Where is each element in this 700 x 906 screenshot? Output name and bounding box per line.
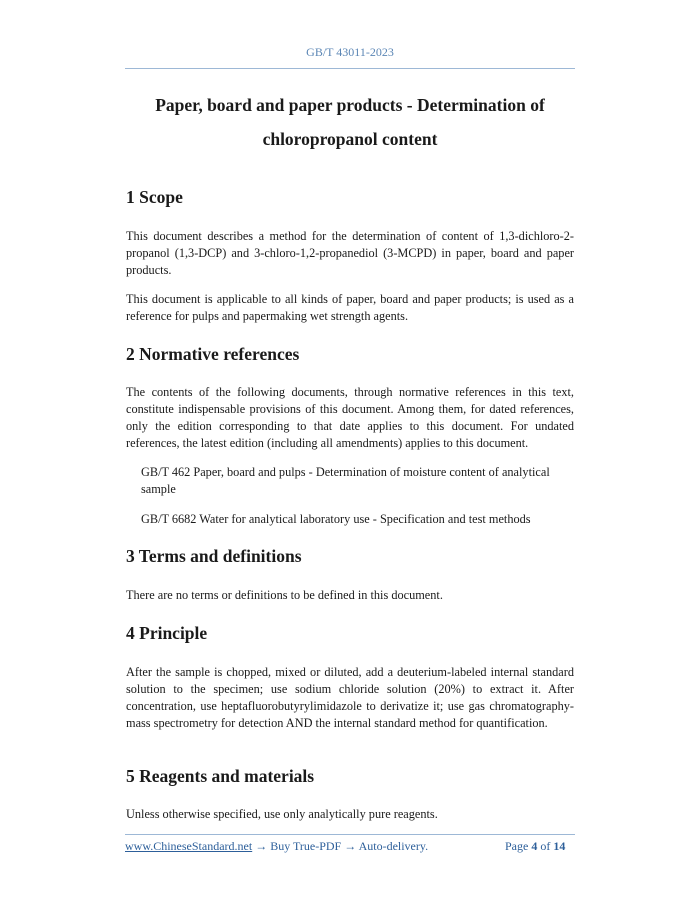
section-heading-scope: 1 Scope [126, 187, 183, 207]
normative-paragraph-1: The contents of the following documents, through normative references in this text, constitute indispensable provisions of this document. Among them, for dated references, only the edition corresponding to that date applies to this document. For undated references, the latest edition (including all amendments) applies to this document. [126, 385, 574, 450]
website-link[interactable]: www.ChineseStandard.net [125, 839, 253, 853]
document-title-line-2: chloropropanol content [262, 129, 438, 149]
normative-reference-item: GB/T 462 Paper, board and pulps - Determination of moisture content of analytical sample [141, 465, 550, 496]
header-standard-code: GB/T 43011-2023 [306, 45, 394, 59]
section-heading-normative-references: 2 Normative references [126, 344, 300, 364]
section-heading-terms: 3 Terms and definitions [126, 546, 302, 566]
header-divider [125, 68, 575, 69]
page-indicator [505, 839, 565, 854]
principle-paragraph-1: After the sample is chopped, mixed or diluted, add a deuterium-labeled internal standard solution to the specimen; use sodium chloride solution (20%) to extract it. After concentration, use heptafluorobutyrylimidazole to derivatize it; use gas chromatography-mass spectrometry for detection AND the internal standard method for quantification. [126, 665, 574, 730]
scope-paragraph-2: This document is applicable to all kinds of paper, board and paper products; is used as a reference for pulps and papermaking wet strength agents. [126, 292, 574, 323]
scope-paragraph-1: This document describes a method for the determination of content of 1,3-dichloro-2-propanol (1,3-DCP) and 3-chloro-1,2-propanediol (3-MCPD) in paper, board and paper products. [126, 229, 574, 277]
page-current: 4 [531, 839, 538, 853]
terms-paragraph-1: There are no terms or definitions to be defined in this document. [126, 588, 443, 602]
page-of-label: of [540, 839, 551, 853]
page-label: Page [505, 839, 529, 853]
footer-promo-text: → Buy True-PDF → Auto-delivery. [252, 839, 429, 853]
reagents-paragraph-1: Unless otherwise specified, use only analytically pure reagents. [126, 807, 438, 821]
footer-promo [125, 839, 428, 854]
page-total: 14 [553, 839, 566, 853]
section-heading-principle: 4 Principle [126, 623, 208, 643]
normative-reference-item: GB/T 6682 Water for analytical laboratory use - Specification and test methods [141, 512, 531, 526]
section-heading-reagents: 5 Reagents and materials [126, 766, 315, 786]
footer-divider [125, 834, 575, 835]
document-title-line-1: Paper, board and paper products - Determination of [155, 95, 545, 115]
